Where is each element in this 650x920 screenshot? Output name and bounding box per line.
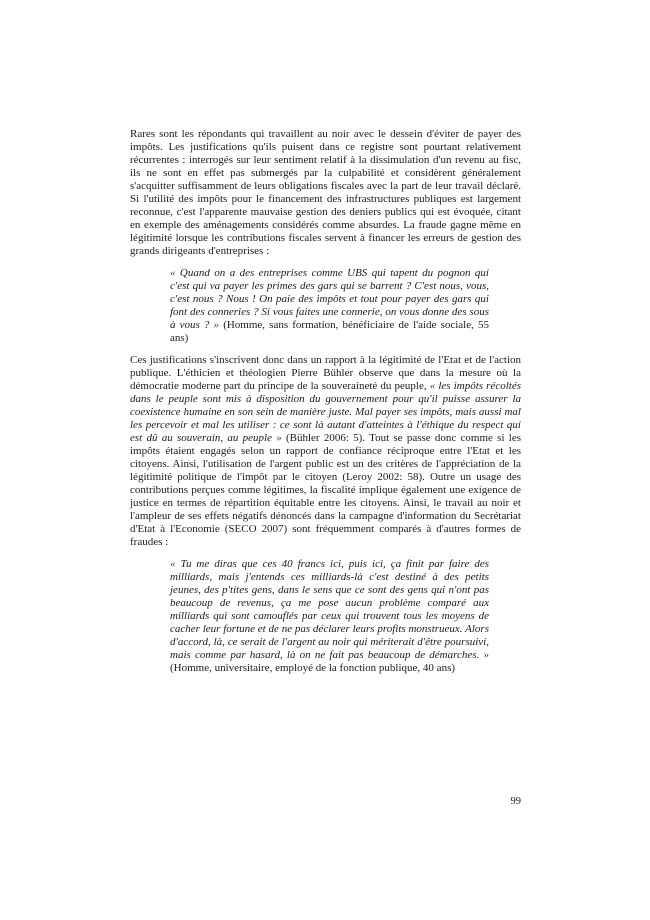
italic-text: « Tu me diras que ces 40 francs ici, puis ici, ça finit par faire des milliards, mais j'entends ces milliards-là c'est destiné à des petits jeunes, des p'tites gens, dans le sens que ce sont des gens qui n'ont pas beaucoup de revenus, ça me pose aucun problème comparé aux milliards qui sont camouflés par ceux qui trouvent tous les moyens de cacher leur fortune et de ne pas déclarer leurs profits monstrueux. Alors d'accord, là, ce serait de l'argent au noir qui mériterait d'être poursuivi, mais comme par hasard, là on ne fait pas beaucoup de démarches. »: [170, 558, 489, 661]
paragraph: [130, 128, 521, 258]
body-text: (Bühler 2006: 5). Tout se passe donc comme si les impôts étaient engagés selon un rapport de confiance réciproque entre l'Etat et les citoyens. Ainsi, l'utilisation de l'argent public est un des critères de l'appréciation de la légitimité politique de l'impôt par le citoyen (Leroy 2002: 58). Outre un usage des contributions perçues comme légitimes, la fiscalité implique également une exigence de justice en termes de répartition équitable entre les citoyens. Ainsi, le travail au noir et l'ampleur de ses effets négatifs dénoncés dans la campagne d'information du Secrétariat d'Etat à l'Economie (SECO 2007) sont fréquemment comparés à d'autres formes de fraudes :: [130, 432, 521, 548]
paragraph: [130, 354, 521, 549]
body-text: (Homme, sans formation, bénéficiaire de l'aide sociale, 55 ans): [170, 319, 489, 344]
page-number: 99: [510, 796, 521, 807]
italic-text: « les impôts récoltés dans le peuple sont mis à disposition du gouvernement pour qu'il puisse assurer la coexistence humaine en son sein de manière juste. Mal payer ses impôts, mais aussi mal les percevoir et mal les utiliser : ce sont là autant d'atteintes à l'éthique du respect qui est dû au souverain, au peuple »: [130, 380, 521, 444]
page-body: [130, 128, 521, 684]
body-text: Ces justifications s'inscrivent donc dans un rapport à la légitimité de l'Etat et de l'action publique. L'éthicien et théologien Pierre Bühler observe que dans la mesure où la démocratie moderne part du principe de la souveraineté du peuple,: [130, 354, 521, 392]
italic-text: « Quand on a des entreprises comme UBS qui tapent du pognon qui c'est qui va payer les primes des gars qui se barrent ? C'est nous, vous, c'est nous ? Nous ! On paie des impôts et tout pour payer des gars qui font des conneries ? Si vous faites une connerie, on vous donne des sous à vous ? »: [170, 267, 489, 331]
body-text: Rares sont les répondants qui travaillent au noir avec le dessein d'éviter de payer des impôts. Les justifications qu'ils puisent dans ce registre sont pourtant relativement récurrentes : interrogés sur leur sentiment relatif à la dissimulation d'un revenu au fisc, ils ne sont en effet pas submergés par la culpabilité et considèrent généralement s'acquitter suffisamment de leurs obligations fiscales avec la part de leur travail déclaré. Si l'utilité des impôts pour le financement des infrastructures publiques est largement reconnue, c'est l'apparente mauvaise gestion des deniers publics qui est évoquée, citant en exemple des aménagements considérés comme absurdes. La fraude gagne même en légitimité lorsque les contributions fiscales servent à financer les erreurs de gestion des grands dirigeants d'entreprises :: [130, 128, 521, 257]
block-quote: [170, 558, 489, 675]
block-quote: [170, 267, 489, 345]
body-text: (Homme, universitaire, employé de la fonction publique, 40 ans): [170, 662, 456, 674]
